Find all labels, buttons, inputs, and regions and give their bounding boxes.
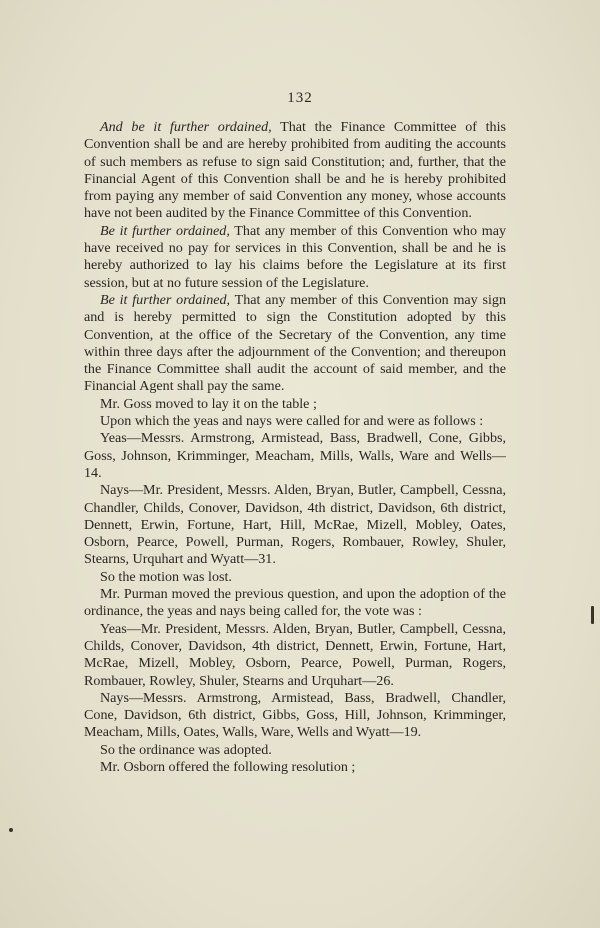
paragraph-yeas-nays-called: Upon which the yeas and nays were called for and were as follows :	[100, 413, 484, 430]
paragraph-text: That the Finance Committee of this Convention shall be and are hereby prohibited from auditing the accounts of such members as refuse to sign said Constitution; and, further, that the Financial Agent of this Convention shall be and he is hereby prohibited from paying any member of said Convention any money, whose accounts have not been audited by the Finance Committee of this Convention.	[84, 119, 506, 222]
paragraph-lead: And be it further ordained,	[100, 119, 272, 135]
margin-dot	[9, 828, 13, 832]
document-body	[84, 119, 506, 776]
paragraph-vote-nays-2: Nays—Messrs. Armstrong, Armistead, Bass, Bradwell, Chandler, Cone, Davidson, 6th district, Gibbs, Goss, Hill, Johnson, Krimminger, Meacham, Mills, Oates, Walls, Ware, Wells and Wyatt—19.	[84, 689, 506, 741]
page-number: 132	[287, 90, 313, 106]
paragraph-vote-yeas-1: Yeas—Messrs. Armstrong, Armistead, Bass, Bradwell, Cone, Gibbs, Goss, Johnson, Krimminger, Meacham, Mills, Walls, Ware and Wells—14.	[84, 430, 506, 481]
paragraph-lead: Be it further ordained,	[100, 222, 230, 239]
paragraph-lead: Be it further ordained,	[100, 291, 231, 308]
paragraph-text: That any member of this Convention may sign and is hereby permitted to sign the Constitution adopted by this Convention, at the office of the Secretary of the Convention, any time within three days after the adjournment of the Convention; and thereupon the Finance Committee shall audit the account of said member, and the Financial Agent shall pay the same.	[84, 291, 506, 395]
paragraph-ordinance-finance	[84, 119, 506, 223]
paragraph-vote-nays-1: Nays—Mr. President, Messrs. Alden, Bryan, Butler, Campbell, Cessna, Chandler, Childs, Conover, Davidson, 4th district, Davidson, 6th district, Dennett, Erwin, Fortune, Hart, Hill, McRae, Mizell, Mobley, Oates, Osborn, Pearce, Powell, Purman, Rogers, Rombauer, Rowley, Shuler, Stearns, Urquhart and Wyatt—31.	[84, 482, 506, 568]
margin-mark	[591, 606, 594, 624]
paragraph-previous-question: Mr. Purman moved the previous question, and upon the adoption of the ordinance, the yeas and nays being called for, the vote was :	[84, 586, 506, 620]
paragraph-ordinance-adopted: So the ordinance was adopted.	[100, 741, 272, 758]
paragraph-motion-table: Mr. Goss moved to lay it on the table ;	[100, 395, 317, 412]
paragraph-text: That any member of this Convention who may have received no pay for services in this Convention, shall be and he is hereby authorized to lay his claims before the Legislature at its first session, but at no future session of the Legislature.	[84, 222, 506, 291]
paragraph-ordinance-signing	[84, 292, 506, 396]
paragraph-motion-lost: So the motion was lost.	[100, 568, 232, 585]
paragraph-resolution-offered: Mr. Osborn offered the following resolution ;	[100, 758, 356, 775]
paragraph-vote-yeas-2: Yeas—Mr. President, Messrs. Alden, Bryan, Butler, Campbell, Cessna, Childs, Conover, Davidson, 4th district, Dennett, Erwin, Fortune, Hart, McRae, Mizell, Mobley, Osborn, Pearce, Powell, Purman, Rogers, Rombauer, Rowley, Shuler, Stearns and Urquhart—26.	[84, 620, 506, 689]
paragraph-ordinance-claims	[84, 223, 506, 292]
